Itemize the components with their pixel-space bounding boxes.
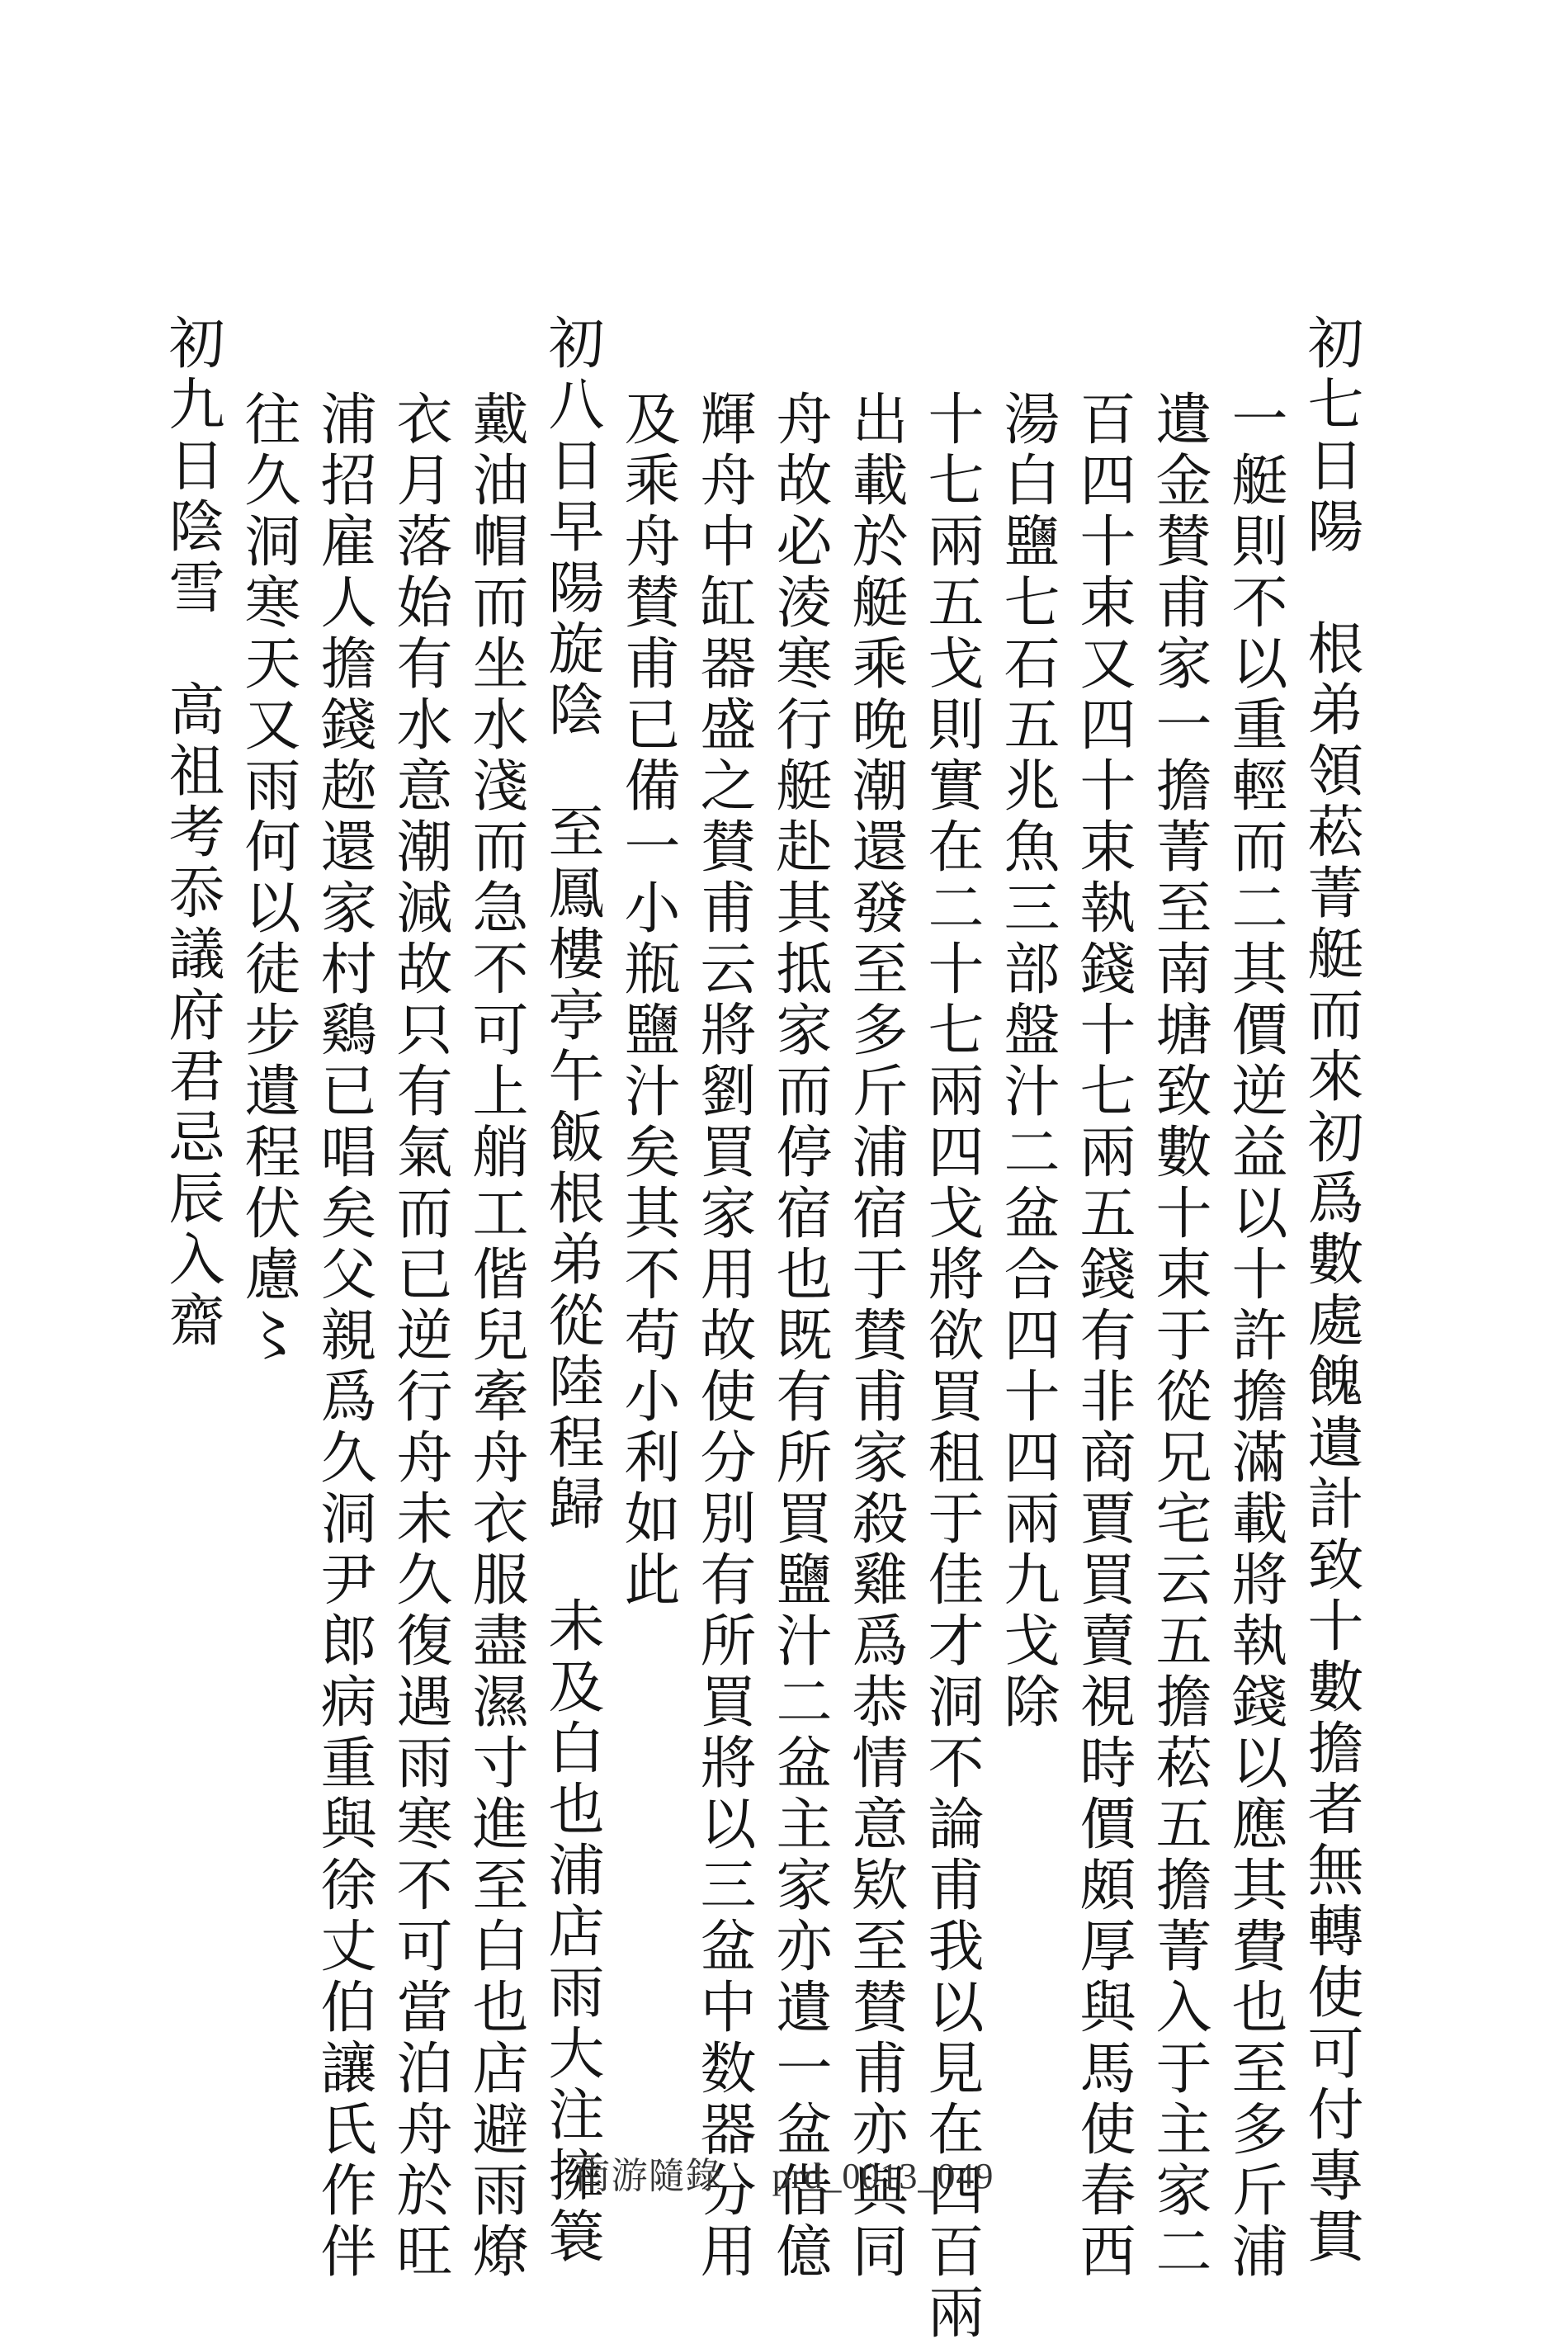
text-column-11: 初八日早陽旋陰 至鳳樓亭午飯根弟從陸程歸 未及白也浦店雨大注擁簑 [539,314,604,2268]
page-footer [0,2146,1568,2199]
text-column-6: 十七兩五戈則實在二十七兩四戈將欲買租于佳才洞不論甫我以見在四百兩 [919,390,984,2344]
text-column-5: 湯白鹽七石五兆魚三部盤汁二盆合四十四兩九戈除 [994,390,1060,1733]
text-column-1: 初七日陽 根弟領菘菁艇而來初爲數處餽遺計致十數擔者無轉使可付專貫 [1298,314,1363,2268]
text-column-7: 出載於艇乘晚潮還發至多斤浦宿于賛甫家殺雞爲恭情意欵至賛甫亦與同 [843,390,908,2283]
footer-title: 南游隨錄 [574,2156,723,2196]
text-column-14: 浦招雇人擔錢趂還家村鷄已唱矣父親爲久洞尹郎病重與徐丈伯讓氏作伴 [311,390,376,2283]
text-column-9: 輝舟中缸器盛之賛甫云將劉買家用故使分別有所買將以三盆中数器分用 [691,390,756,2283]
text-column-15: 往久洞寒天又雨何以徒步遺程伏慮〻 [235,390,300,1367]
text-column-12: 戴油帽而坐水淺而急不可上艄工偕兒牽舟衣服盡濕寸進至白也店避雨燎 [463,390,528,2283]
text-column-13: 衣月落始有水意潮減故只有氣而已逆行舟未久復遇雨寒不可當泊舟於旺 [387,390,452,2283]
text-column-16: 初九日陰雪 高祖考忝議府君忌辰入齋 [159,314,224,1352]
footer-code: prd_0013_049 [772,2156,994,2196]
text-column-4: 百四十束又四十束執錢十七兩五錢有非商賈買賣視時價頗厚與馬使春西 [1070,390,1136,2283]
text-column-2: 一艇則不以重輕而二其價逆益以十許擔滿載將執錢以應其費也至多斤浦 [1222,390,1287,2283]
text-column-3: 遺金賛甫家一擔菁至南塘致數十束于從兄宅云五擔菘五擔菁入于主家二 [1146,390,1211,2283]
text-column-10: 及乘舟賛甫已備一小瓶鹽汁矣其不苟小利如此 [615,390,680,1611]
text-column-8: 舟故必淩寒行艇赴其抵家而停宿也既有所買鹽汁二盆主家亦遺一盆借億 [767,390,832,2283]
